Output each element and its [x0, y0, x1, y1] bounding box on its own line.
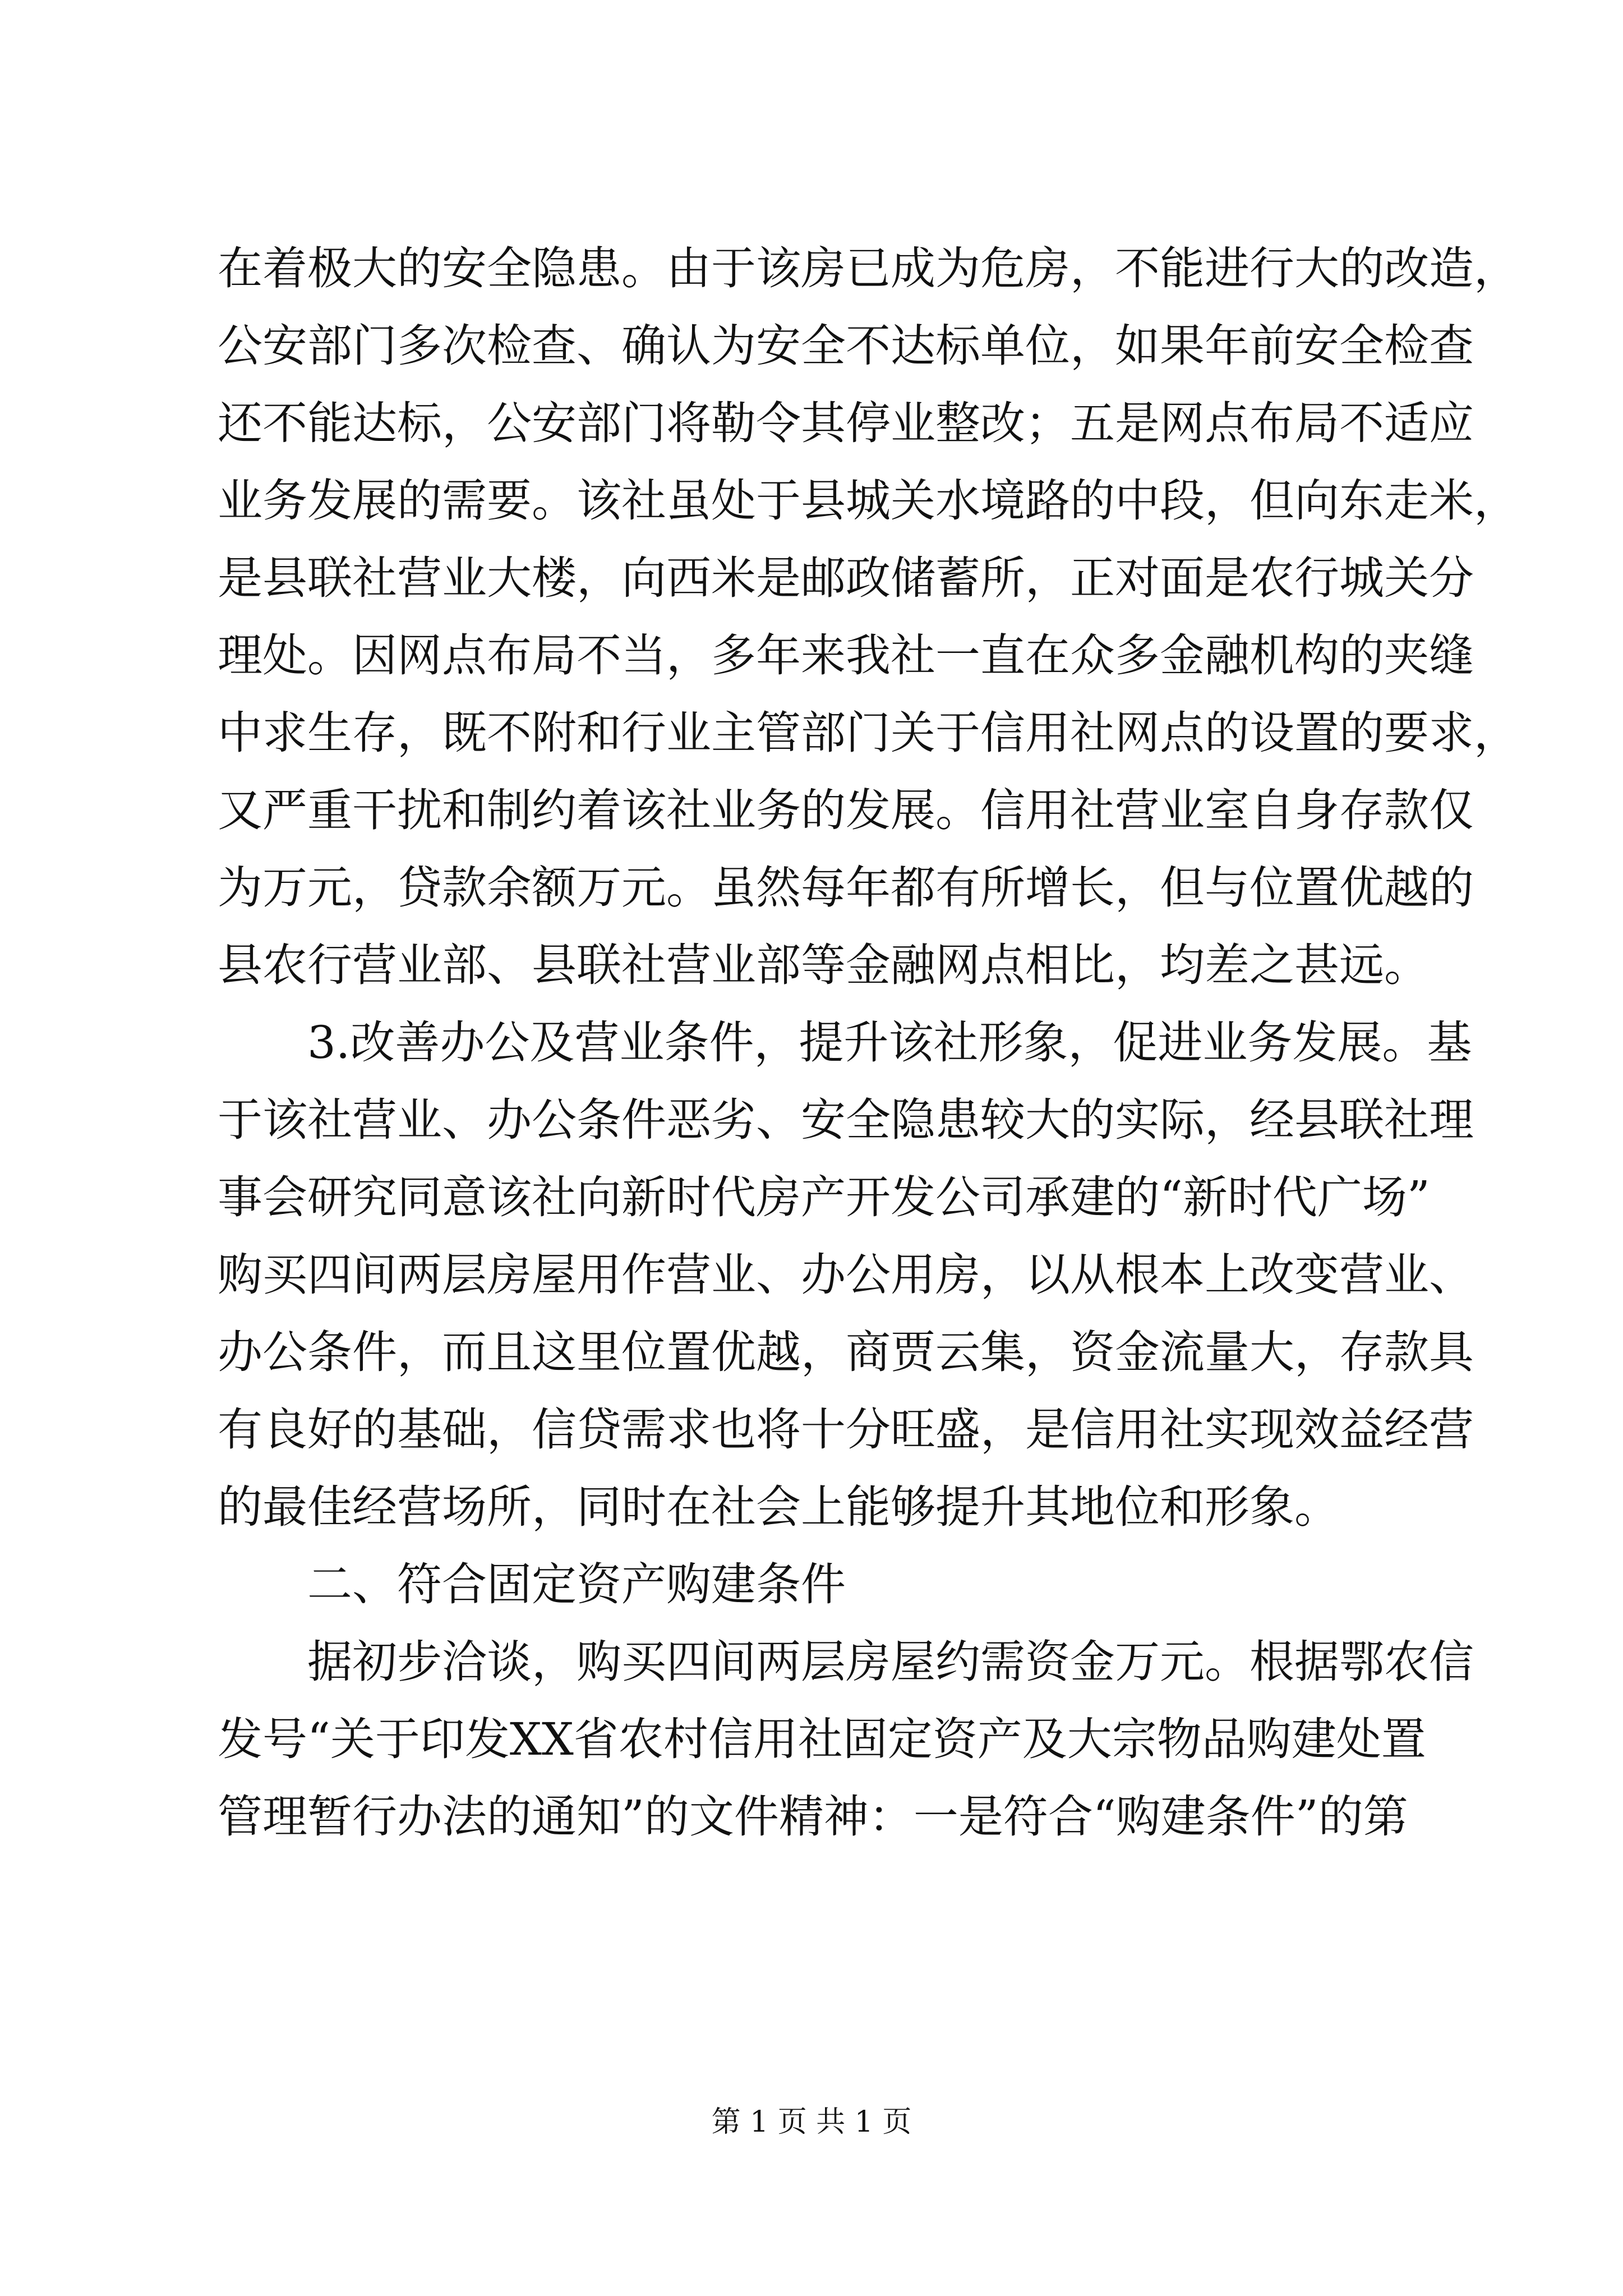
text-line: 事会研究同意该社向新时代房产开发公司承建的“新时代广场” — [218, 1171, 1430, 1223]
text-line: 于该社营业、办公条件恶劣、安全隐患较大的实际，经县联社理 — [218, 1094, 1474, 1146]
text-line: 业务发展的需要。该社虽处于县城关水境路的中段，但向东走米， — [218, 475, 1519, 527]
text-line: 管理暂行办法的通知”的文件精神：一是符合“购建条件”的第 — [218, 1791, 1408, 1843]
text-line: 的最佳经营场所，同时在社会上能够提升其地位和形象。 — [218, 1481, 1339, 1533]
text-line: 是县联社营业大楼，向西米是邮政储蓄所，正对面是农行城关分 — [218, 552, 1474, 604]
text-line: 办公条件，而且这里位置优越，商贾云集，资金流量大，存款具 — [218, 1326, 1474, 1378]
document-body — [218, 230, 1519, 1856]
text-line: 二、符合固定资产购建条件 — [307, 1558, 846, 1611]
text-line: 理处。因网点布局不当，多年来我社一直在众多金融机构的夹缝 — [218, 629, 1474, 682]
text-line: 公安部门多次检查、确认为安全不达标单位，如果年前安全检查 — [218, 320, 1474, 372]
text-line: 中求生存，既不附和行业主管部门关于信用社网点的设置的要求， — [218, 707, 1519, 759]
text-line: 在着极大的安全隐患。由于该房已成为危房，不能进行大的改造， — [218, 242, 1519, 295]
text-line: 又严重干扰和制约着该社业务的发展。信用社营业室自身存款仅 — [218, 784, 1474, 836]
text-line: 县农行营业部、县联社营业部等金融网点相比，均差之甚远。 — [218, 939, 1429, 991]
text-line: 据初步洽谈，购买四间两层房屋约需资金万元。根据鄂农信 — [307, 1636, 1474, 1688]
text-line: 为万元，贷款余额万元。虽然每年都有所增长，但与位置优越的 — [218, 862, 1474, 914]
text-line: 3.改善办公及营业条件，提升该社形象，促进业务发展。基 — [307, 1016, 1472, 1069]
text-line: 还不能达标，公安部门将勒令其停业整改；五是网点布局不适应 — [218, 397, 1474, 449]
text-line: 购买四间两层房屋用作营业、办公用房，以从根本上改变营业、 — [218, 1249, 1474, 1301]
text-line: 有良好的基础，信贷需求也将十分旺盛，是信用社实现效益经营 — [218, 1404, 1474, 1456]
page-footer: 第 1 页 共 1 页 — [711, 2105, 912, 2139]
text-line: 发号“关于印发XX省农村信用社固定资产及大宗物品购建处置 — [218, 1713, 1426, 1765]
